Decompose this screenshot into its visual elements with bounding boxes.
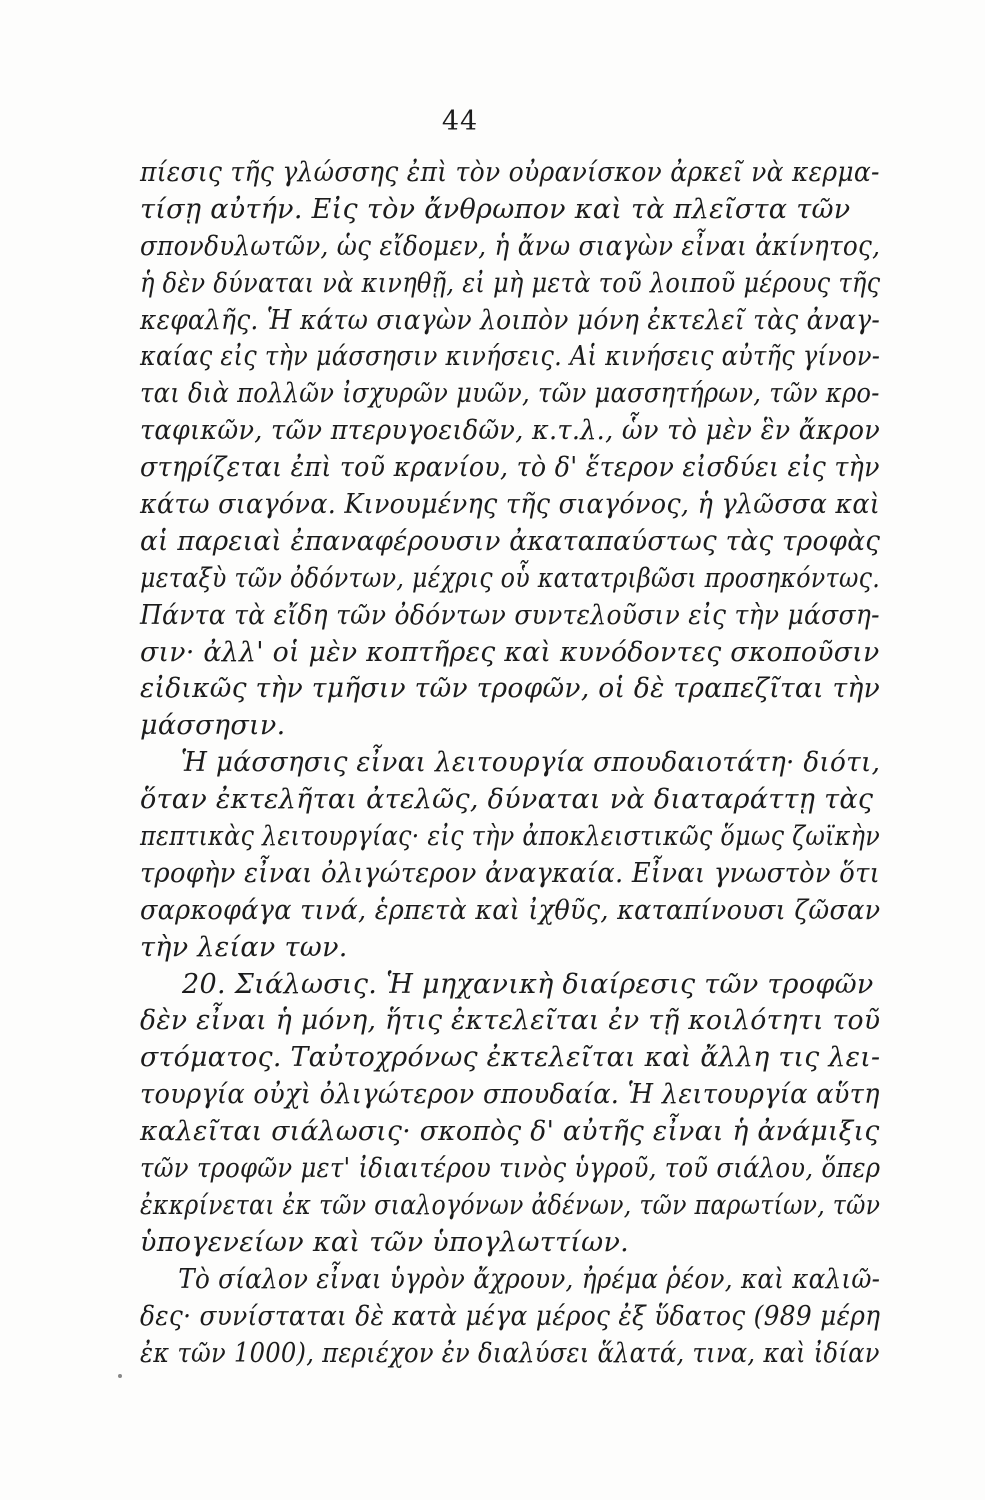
page-number: 44	[441, 106, 479, 137]
text-line: μάσσησιν.	[140, 710, 286, 742]
text-line: ταφικῶν, τῶν πτερυγοειδῶν, κ.τ.λ., ὧν τὸ μὲν ἓν ἄκρον	[140, 415, 881, 447]
text-line: δες· συνίσταται δὲ κατὰ μέγα μέρος ἐξ ὕδατος (989 μέρη	[140, 1300, 881, 1332]
text-line: αἱ παρειαὶ ἐπαναφέρουσιν ἀκαταπαύστως τὰς τροφὰς	[140, 525, 881, 557]
text-line: στηρίζεται ἐπὶ τοῦ κρανίου, τὸ δ' ἕτερον εἰσδύει εἰς τὴν	[140, 452, 880, 484]
text-line: σιν· ἀλλ' οἱ μὲν κοπτῆρες καὶ κυνόδοντες σκοποῦσιν	[140, 636, 880, 668]
text-line: δὲν εἶναι ἡ μόνη, ἥτις ἐκτελεῖται ἐν τῇ κοιλότητι τοῦ	[140, 1005, 881, 1037]
text-line: εἰδικῶς τὴν τμῆσιν τῶν τροφῶν, οἱ δὲ τραπεζῖται τὴν	[140, 673, 881, 705]
text-line: ὑπογενείων καὶ τῶν ὑπογλωττίων.	[140, 1226, 630, 1258]
text-line: τουργία οὐχὶ ὀλιγώτερον σπουδαία. Ἡ λειτουργία αὕτη	[140, 1079, 880, 1111]
text-line: 20. Σιάλωσις. Ἡ μηχανικὴ διαίρεσις τῶν τροφῶν	[182, 968, 874, 1000]
text-line: τροφὴν εἶναι ὀλιγώτερον ἀναγκαία. Εἶναι γνωστὸν ὅτι	[140, 857, 881, 889]
page-speck	[118, 1374, 122, 1378]
text-line: Πάντα τὰ εἴδη τῶν ὀδόντων συντελοῦσιν εἰς τὴν μάσση-	[140, 599, 880, 631]
text-line: ἐκκρίνεται ἐκ τῶν σιαλογόνων ἀδένων, τῶν παρωτίων, τῶν	[140, 1189, 881, 1221]
text-line: μεταξὺ τῶν ὀδόντων, μέχρις οὗ κατατριβῶσι προσηκόντως.	[140, 562, 881, 594]
text-line: Ἡ μάσσησις εἶναι λειτουργία σπουδαιοτάτη· διότι,	[180, 747, 881, 779]
text-line: ὅταν ἐκτελῆται ἀτελῶς, δύναται νὰ διαταράττῃ τὰς	[140, 784, 874, 816]
text-line: τίσῃ αὐτήν. Εἰς τὸν ἄνθρωπον καὶ τὰ πλεῖστα τῶν	[140, 193, 851, 225]
text-line: πίεσις τῆς γλώσσης ἐπὶ τὸν οὐρανίσκον ἀρκεῖ νὰ κερμα-	[140, 157, 880, 188]
text-line: Τὸ σίαλον εἶναι ὑγρὸν ἄχρουν, ἠρέμα ῥέον, καὶ καλιῶ-	[178, 1263, 881, 1295]
text-line: κεφαλῆς. Ἡ κάτω σιαγὼν λοιπὸν μόνη ἐκτελεῖ τὰς ἀναγ-	[140, 304, 881, 336]
text-line: καλεῖται σιάλωσις· σκοπὸς δ' αὐτῆς εἶναι ἡ ἀνάμιξις	[140, 1116, 880, 1148]
text-line: κάτω σιαγόνα. Κινουμένης τῆς σιαγόνος, ἡ γλῶσσα καὶ	[140, 489, 881, 521]
text-line: ἡ δὲν δύναται νὰ κινηθῇ, εἰ μὴ μετὰ τοῦ λοιποῦ μέρους τῆς	[140, 267, 881, 299]
text-line: στόματος. Ταὐτοχρόνως ἐκτελεῖται καὶ ἄλλη τις λει-	[140, 1042, 881, 1074]
text-line: σαρκοφάγα τινά, ἑρπετὰ καὶ ἰχθῦς, καταπίνουσι ζῶσαν	[140, 894, 881, 926]
text-line: πεπτικὰς λειτουργίας· εἰς τὴν ἀποκλειστικῶς ὅμως ζωϊκὴν	[140, 821, 881, 853]
text-line: τὴν λείαν των.	[140, 931, 348, 963]
text-line: καίας εἰς τὴν μάσσησιν κινήσεις. Αἱ κινήσεις αὐτῆς γίνον-	[140, 341, 881, 373]
body-text	[140, 155, 880, 1372]
text-line: τῶν τροφῶν μετ' ἰδιαιτέρου τινὸς ὑγροῦ, τοῦ σιάλου, ὅπερ	[140, 1153, 881, 1185]
text-line: ται διὰ πολλῶν ἰσχυρῶν μυῶν, τῶν μασσητήρων, τῶν κρο-	[140, 378, 880, 410]
text-line: σπονδυλωτῶν, ὡς εἴδομεν, ἡ ἄνω σιαγὼν εἶναι ἀκίνητος,	[140, 230, 881, 262]
text-line: ἐκ τῶν 1000), περιέχον ἐν διαλύσει ἅλατά, τινα, καὶ ἰδίαν	[140, 1337, 880, 1369]
